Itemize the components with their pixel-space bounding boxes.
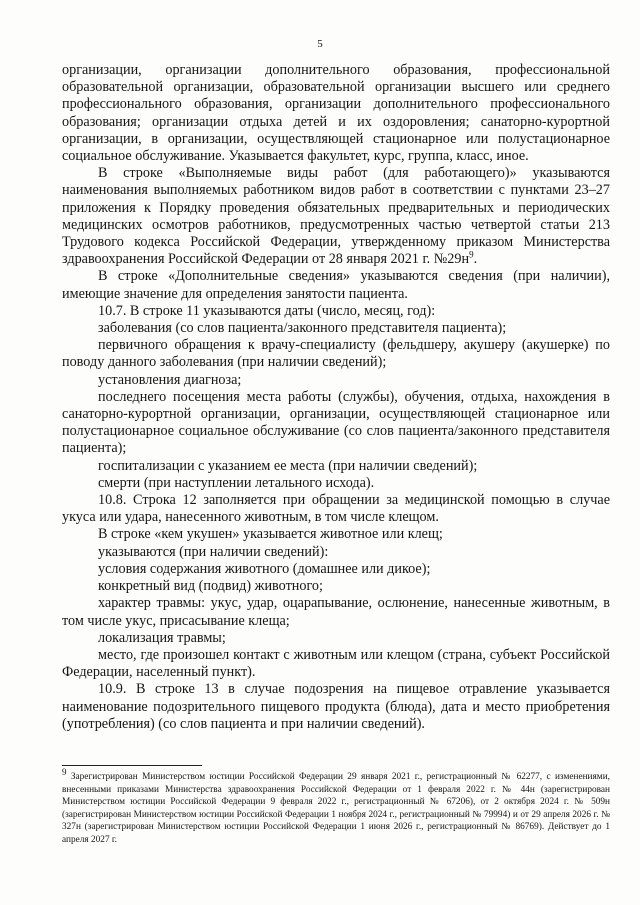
paragraph: 10.7. В строке 11 указываются даты (число, месяц, год):	[98, 302, 436, 319]
page-number: 5	[317, 38, 323, 50]
footnote-text: Зарегистрирован Министерством юстиции Российской Федерации 29 января 2021 г., регистрационный № 62277, с изменениями, внесенными приказами Министерства здравоохранения Российской Федерации от 1 февраля 2022 г. № 44н (зарегистрирован Министерством юстиции Российской Федерации 9 февраля 2022 г., регистрационный № 67206), от 2 октября 2024 г. № 509н (зарегистрирован Министерством юстиции Российской Федерации 1 ноября 2024 г., регистрационный № 79994) и от 29 апреля 2026 г. № 327н (зарегистрирован Министерством юстиции Российской Федерации 1 июня 2026 г., регистрационный № 86769). Действует до 1 апреля 2027 г.	[62, 772, 610, 845]
footnote-marker: 9	[62, 766, 67, 777]
paragraph: смерти (при наступлении летального исхода).	[98, 474, 375, 491]
paragraph: 10.9. В строке 13 в случае подозрения на пищевое отравление указывается наименование подозрительного пищевого продукта (блюда), дата и место приобретения (употребления) (со слов пациента и при наличии сведений).	[62, 681, 610, 732]
paragraph: 10.8. Строка 12 заполняется при обращении за медицинской помощью в случае укуса или удара, нанесенного животным, в том числе клещом.	[62, 492, 610, 526]
paragraph: конкретный вид (подвид) животного;	[98, 578, 323, 595]
paragraph: заболевания (со слов пациента/законного представителя пациента);	[98, 320, 507, 337]
paragraph: последнего посещения места работы (службы), обучения, отдыха, нахождения в санаторно-курортной организации, организации, осуществляющей стационарное или полустационарное социальное обслуживание (со слов пациента/законного представителя пациента);	[62, 388, 610, 457]
footnote-ref[interactable]: 9	[469, 249, 474, 260]
paragraph: организации, организации дополнительного образования, профессиональной образовательной организации, образовательной организации высшего или среднего профессионального образования, организации дополнительного профессионального образования; организации отдыха детей и их оздоровления; санаторно-курортной организации, в организации, осуществляющей стационарное или полустационарное социальное обслуживание. Указывается факультет, курс, группа, класс, иное.	[62, 62, 610, 165]
paragraph: В строке «Дополнительные сведения» указываются сведения (при наличии), имеющие значение для определения занятости пациента.	[62, 268, 610, 302]
paragraph: госпитализации с указанием ее места (при наличии сведений);	[98, 457, 478, 474]
footnote-divider	[62, 765, 202, 766]
paragraph: установления диагноза;	[98, 371, 242, 388]
footnote	[62, 766, 610, 846]
paragraph: характер травмы: укус, удар, оцарапывание, ослюнение, нанесенные животным, в том числе укус, присасывание клеща;	[62, 595, 610, 629]
paragraph: первичного обращения к врачу-специалисту (фельдшеру, акушеру (акушерке) по поводу данного заболевания (при наличии сведений);	[62, 337, 610, 371]
paragraph: указываются (при наличии сведений):	[98, 543, 329, 560]
paragraph: В строке «кем укушен» указывается животное или клещ;	[98, 526, 443, 543]
paragraph: место, где произошел контакт с животным или клещом (страна, субъект Российской Федерации, населенный пункт).	[62, 646, 610, 681]
paragraph: В строке «Выполняемые виды работ (для работающего)» указываются наименования выполняемых работником видов работ в соответствии с пунктами 23–27 приложения к Порядку проведения обязательных предварительных и периодических медицинских осмотров работников, предусмотренных частью четвертой статьи 213 Трудового кодекса Российской Федерации, утвержденному приказом Министерства здравоохранения Российской Федерации от 28 января 2021 г. $№29н^9$.	[62, 165, 610, 268]
paragraph: условия содержания животного (домашнее или дикое);	[98, 560, 431, 577]
body-text	[62, 62, 610, 733]
paragraph: локализация травмы;	[98, 629, 226, 646]
